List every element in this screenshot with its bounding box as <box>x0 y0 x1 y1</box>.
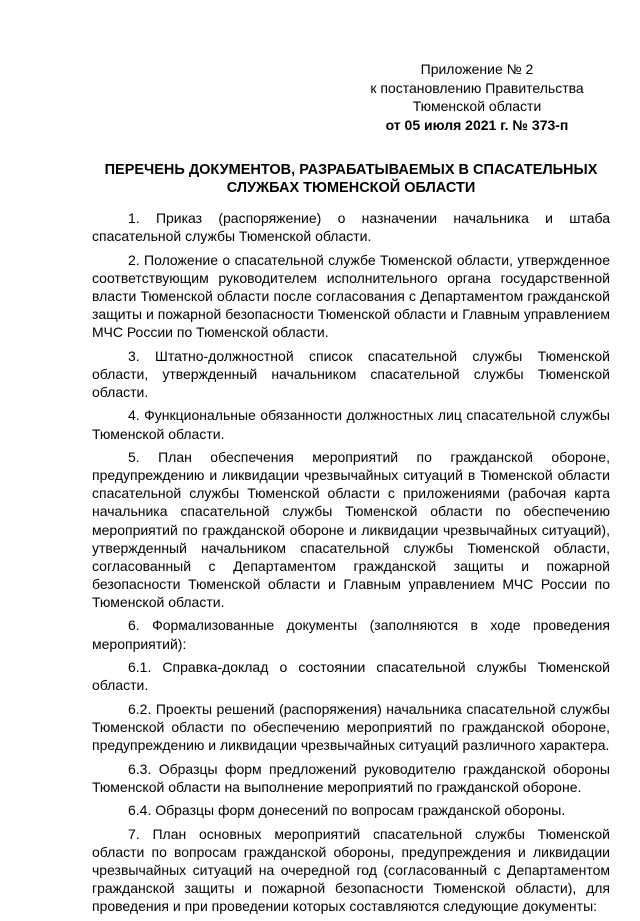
appendix-resolution-ref: к постановлению Правительства <box>370 79 584 96</box>
paragraph-6-1: 6.1. Справка-доклад о состоянии спасательной службы Тюменской области. <box>92 659 610 694</box>
paragraph-1: 1. Приказ (распоряжение) о назначении начальника и штаба спасательной службы Тюменской области. <box>92 210 610 245</box>
document-title-line-1: ПЕРЕЧЕНЬ ДОКУМЕНТОВ, РАЗРАБАТЫВАЕМЫХ В СПАСАТЕЛЬНЫХ <box>104 162 598 178</box>
paragraph-6-3: 6.3. Образцы форм предложений руководителю гражданской обороны Тюменской области на выполнение мероприятий по гражданской обороне. <box>92 760 610 795</box>
appendix-date-number: от 05 июля 2021 г. № 373-п <box>385 116 569 133</box>
document-title-line-2: СЛУЖБАХ ТЮМЕНСКОЙ ОБЛАСТИ <box>226 180 476 196</box>
appendix-header <box>360 60 594 134</box>
appendix-number: Приложение № 2 <box>420 61 534 77</box>
paragraph-6: 6. Формализованные документы (заполняются в ходе проведения мероприятий): <box>92 617 610 652</box>
paragraph-6-2: 6.2. Проекты решений (распоряжения) начальника спасательной службы Тюменской области по обеспечению мероприятий по гражданской обороне, предупреждению и ликвидации чрезвычайных ситуаций различного характера. <box>92 700 610 754</box>
paragraph-6-4: 6.4. Образцы форм донесений по вопросам гражданской обороны. <box>128 802 566 819</box>
paragraph-5: 5. План обеспечения мероприятий по гражданской обороне, предупреждению и ликвидации чрезвычайных ситуаций в Тюменской области спасательной службы Тюменской области с приложениями (рабочая карта начальника спасательной службы Тюменской области по обеспечению мероприятий по гражданской обороне и ликвидации чрезвычайных ситуаций), утвержденный начальником спасательной службы Тюменской области, согласованный с Департаментом гражданской защиты и пожарной безопасности Тюменской области и Главным управлением МЧС России по Тюменской области. <box>92 449 610 610</box>
appendix-region: Тюменской области <box>412 98 542 114</box>
document-title <box>92 161 610 197</box>
paragraph-3: 3. Штатно-должностной список спасательной службы Тюменской области, утвержденный начальником спасательной службы Тюменской области. <box>92 347 610 400</box>
paragraph-2: 2. Положение о спасательной службе Тюменской области, утвержденное соответствующим руководителем исполнительного органа государственной власти Тюменской области после согласования с Департаментом гражданской защиты и пожарной безопасности Тюменской области и Главным управлением МЧС России по Тюменской области. <box>92 251 610 341</box>
document-body <box>92 209 610 921</box>
paragraph-4: 4. Функциональные обязанности должностных лиц спасательной службы Тюменской области. <box>92 407 610 442</box>
paragraph-7: 7. План основных мероприятий спасательной службы Тюменской области по вопросам гражданской обороны, предупреждения и ликвидации чрезвычайных ситуаций на очередной год (согласованный с Департаментом гражданской защиты и пожарной безопасности Тюменской области), для проведения и при проведении которых составляются следующие документы: <box>92 825 610 915</box>
